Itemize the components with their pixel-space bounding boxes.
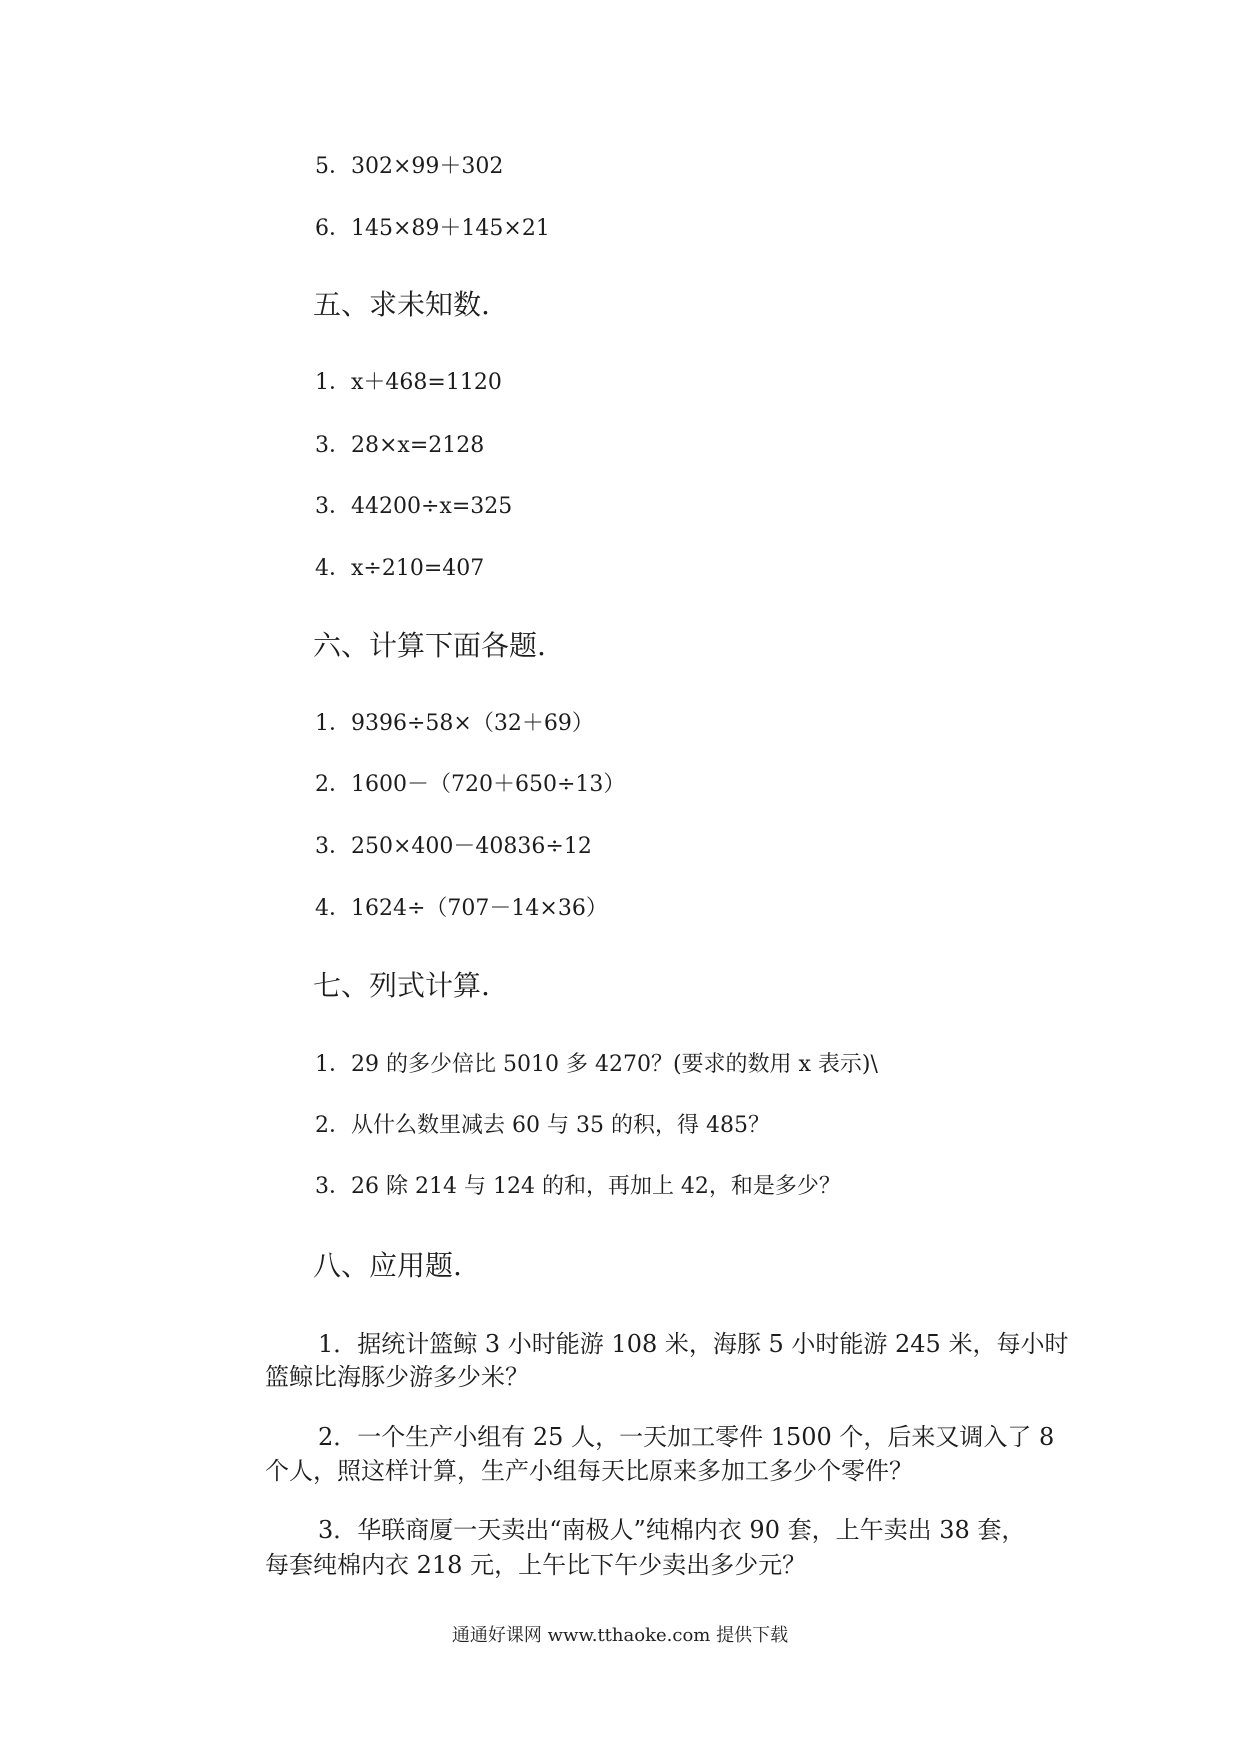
word-problem-line: 每套纯棉内衣 218 元，上午比下午少卖出多少元？ <box>265 1551 807 1579</box>
exercise-item: 1．29 的多少倍比 5010 多 4270？(要求的数用 x 表示)\ <box>315 1052 878 1077</box>
exercise-item: 3．26 除 214 与 124 的和，再加上 42，和是多少？ <box>315 1174 841 1199</box>
exercise-item: 4．x÷210=407 <box>315 556 485 581</box>
section-heading: 五、求未知数. <box>313 288 490 321</box>
section-heading: 六、计算下面各题. <box>313 629 546 662</box>
section-heading: 八、应用题. <box>313 1249 462 1282</box>
word-problem-line: 1．据统计篮鲸 3 小时能游 108 米，海豚 5 小时能游 245 米，每小时 <box>318 1330 1069 1358</box>
exercise-item: 4．1624÷（707－14×36） <box>315 896 608 921</box>
exercise-item: 3．28×x=2128 <box>315 433 485 458</box>
word-problem-line: 3．华联商厦一天卖出“南极人”纯棉内衣 90 套，上午卖出 38 套， <box>318 1516 1026 1544</box>
exercise-item: 5．302×99＋302 <box>315 154 504 179</box>
word-problem-line: 篮鲸比海豚少游多少米？ <box>265 1363 529 1391</box>
exercise-item: 1．9396÷58×（32＋69） <box>315 711 594 736</box>
word-problem-line: 个人，照这样计算，生产小组每天比原来多加工多少个零件？ <box>265 1457 913 1485</box>
section-heading: 七、列式计算. <box>313 969 490 1002</box>
exercise-item: 2．1600－（720＋650÷13） <box>315 772 626 797</box>
exercise-item: 6．145×89＋145×21 <box>315 216 550 241</box>
page-footer: 通通好课网 www.tthaoke.com 提供下载 <box>451 1625 789 1646</box>
exercise-item: 1．x＋468=1120 <box>315 370 502 395</box>
exercise-item: 2．从什么数里减去 60 与 35 的积，得 485？ <box>315 1113 770 1138</box>
exercise-item: 3．250×400－40836÷12 <box>315 834 592 859</box>
word-problem-line: 2．一个生产小组有 25 人，一天加工零件 1500 个，后来又调入了 8 <box>318 1423 1055 1451</box>
exercise-item: 3．44200÷x=325 <box>315 494 513 519</box>
